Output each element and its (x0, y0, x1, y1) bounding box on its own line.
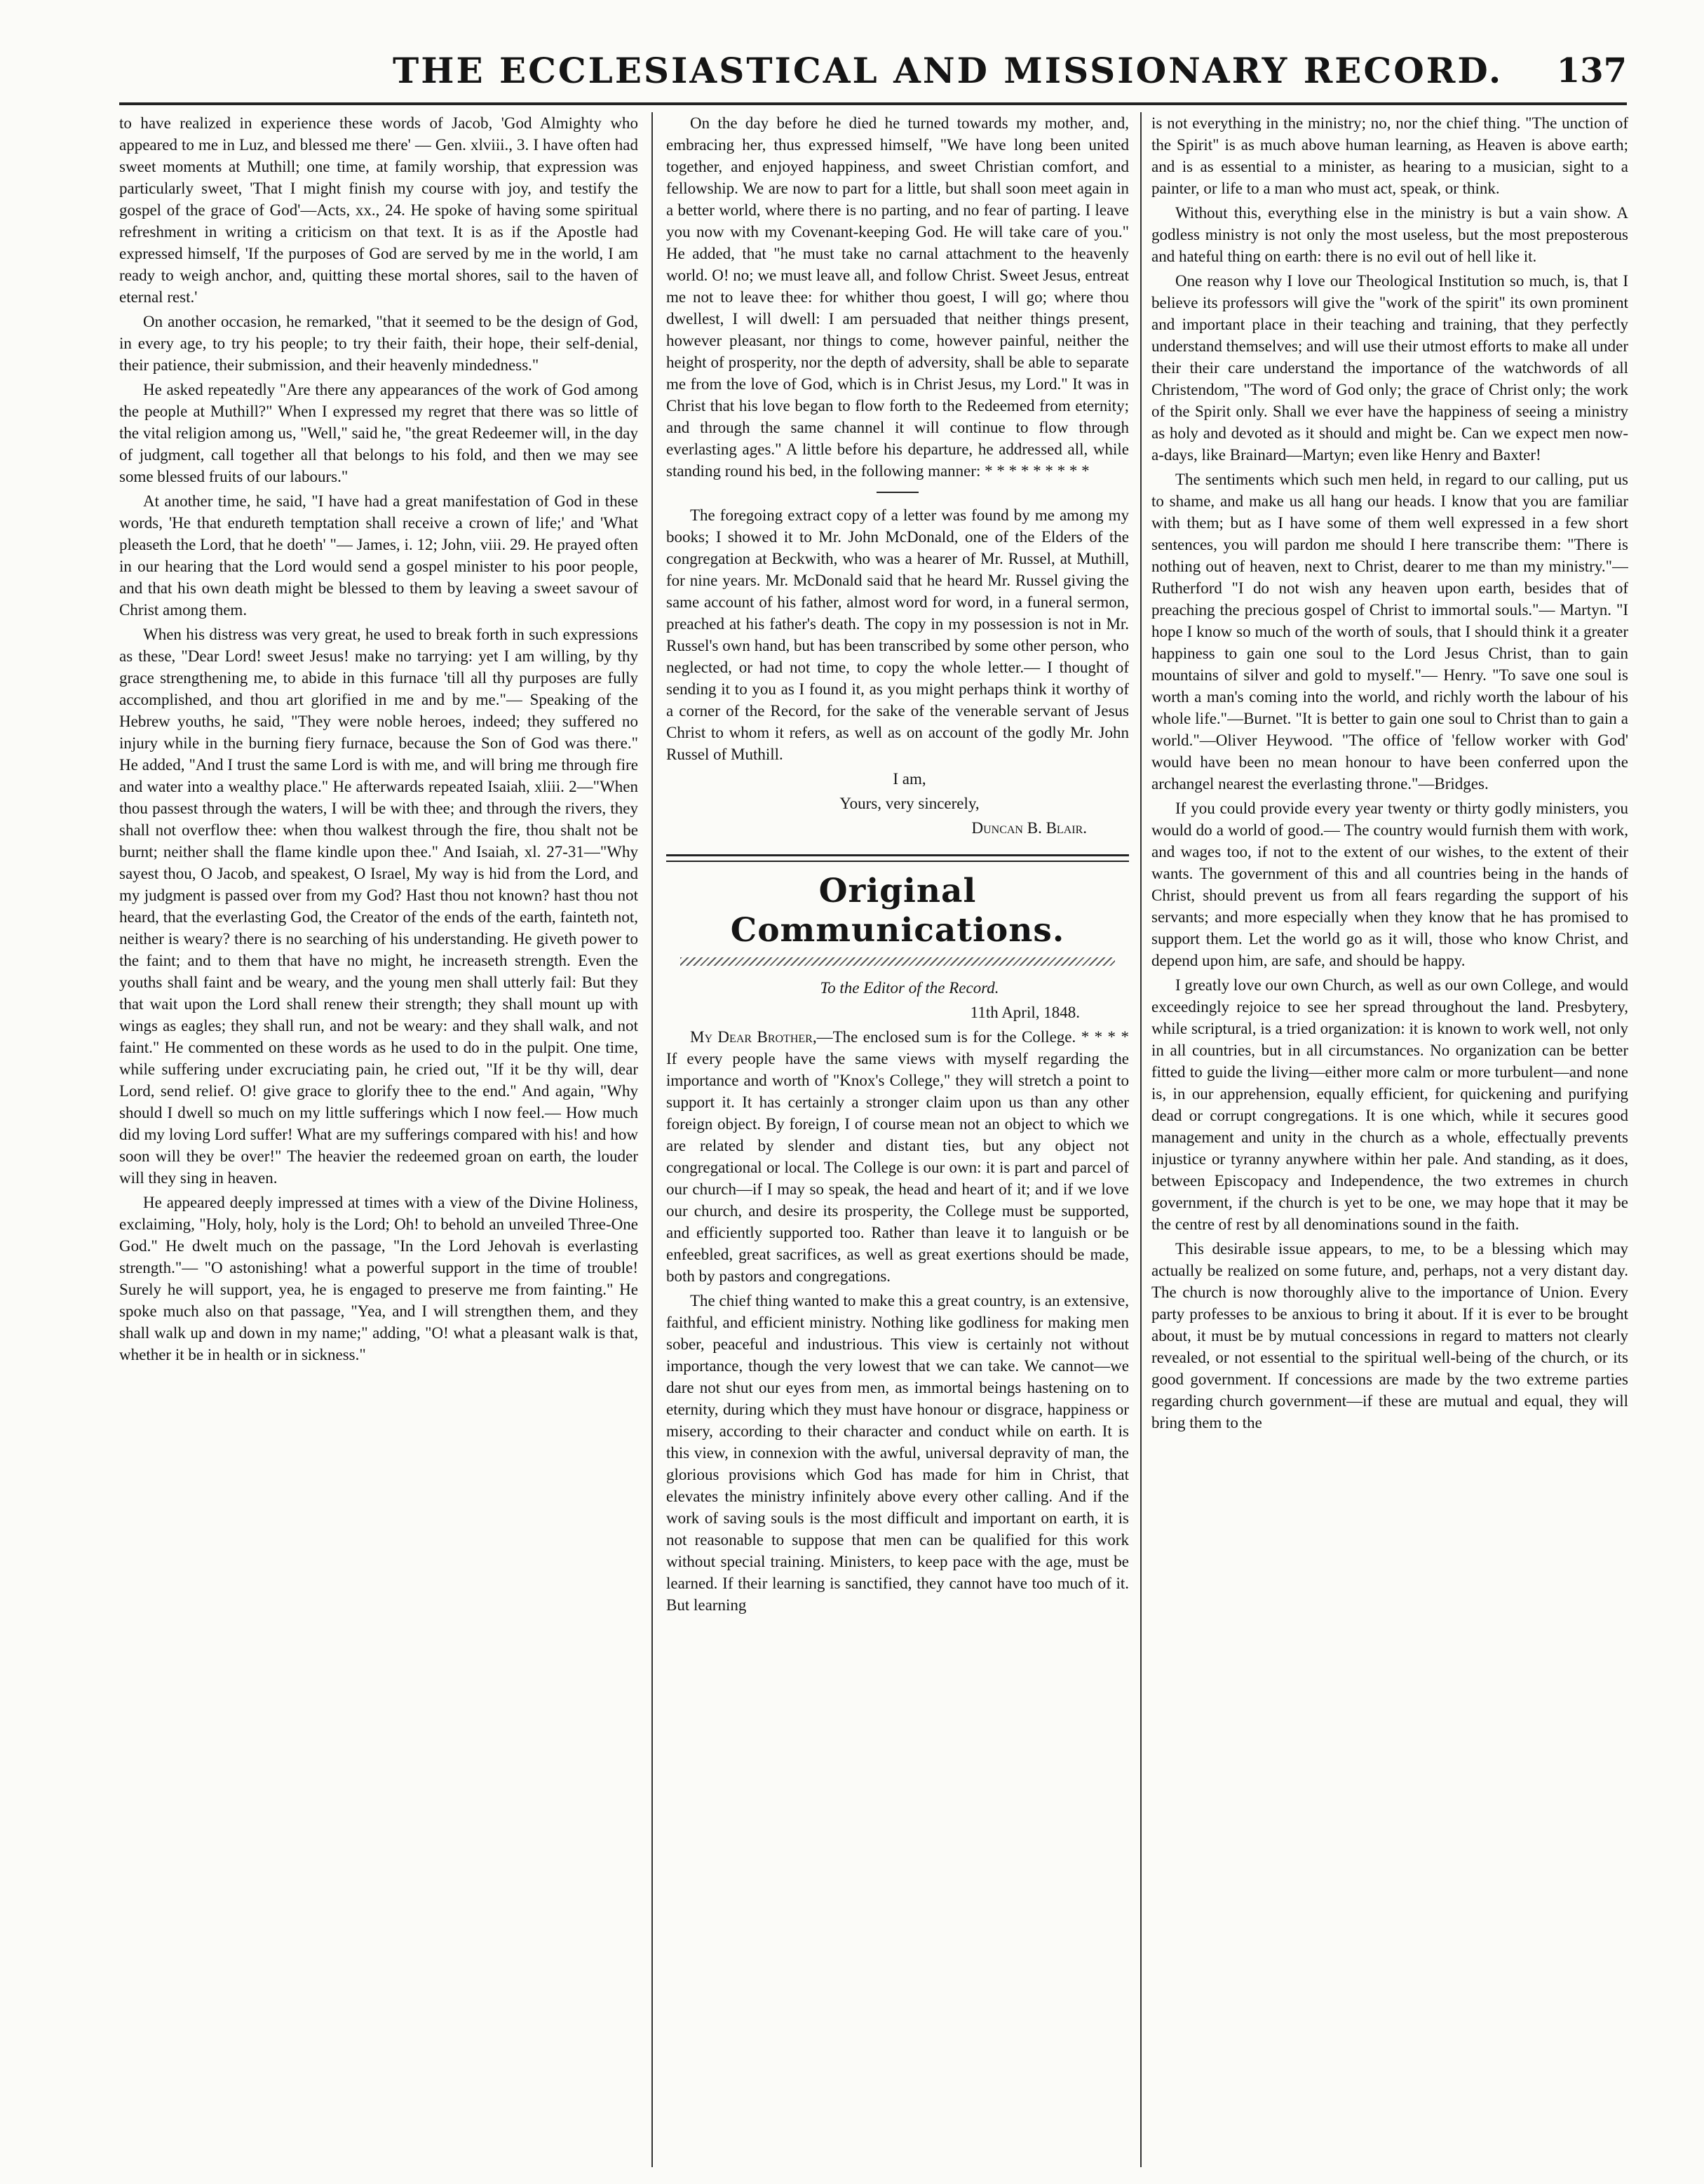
paragraph: The chief thing wanted to make this a great country, is an extensive, faithful, and efficient ministry. Nothing like godliness for making men sober, peaceful and industrious. This view is certainly not without importance, though the very lowest that we can take. We cannot—we dare not shut our eyes from men, as immortal beings hastening on to eternity, during which they must have honour or disgrace, happiness or misery, according to their character and conduct while on earth. It is this view, in connexion with the awful, universal depravity of man, the glorious provisions which God has made for him in Christ, that elevates the ministry infinitely above every other calling. And if the work of saving souls is the most difficult and important on earth, it is not reasonable to suppose that men can be qualified for this work without special training. Ministers, to keep pace with the age, must be learned. If their learning is sanctified, they cannot have too much of it. But learning (666, 1292, 1129, 1614)
column-right (1151, 112, 1628, 2167)
column-rule (1140, 112, 1142, 2167)
double-rule (666, 854, 1129, 862)
paragraph: One reason why I love our Theological Institution so much, is, that I believe its professors will give the "work of the spirit" its own prominent and important place in their teaching and training, that they perfectly understand themselves; and will use their utmost efforts to make all under their their care understand the importance of the watchwords of all Christendom, "The word of God only; the grace of Christ only; the work of the Spirit only. Shall we ever have the happiness of seeing a ministry as holy and devoted as it should and might be. Can we expect men now-a-days, like Brainard—Martyn; even like Henry and Baxter! (1151, 272, 1628, 464)
letter-text: —The enclosed sum is for the College. * * * * If every people have the same views with myself regarding the importance and worth of "Knox's College," they will stretch a point to support it. It has certainly a stronger claim upon us than any other foreign object. By foreign, I of course mean not an object to which we are related by slender and distant ties, but any object not congregational or local. The College is our own: it is part and parcel of our church—if I may so speak, the head and heart of it; and if we love our church, and desire its prosperity, the College must be supported, and efficiently supported too. Rather than leave it to languish or be enfeebled, great sacrifices, as well as great exertions should be made, both by pastors and congregations. (666, 1028, 1129, 1285)
header-rule (119, 102, 1627, 105)
paragraph: On the day before he died he turned towards my mother, and, embracing her, thus expressed himself, "We have long been united together, and enjoyed happiness, and sweet Christian comfort, and fellowship. We are now to part for a little, but shall soon meet again in a better world, where there is no parting, and no fear of parting. I leave you now with my Covenant-keeping God. He will take care of you." He added, that "he must take no carnal attachment to the heavenly world. O! no; we must leave all, and follow Christ. Sweet Jesus, entreat me not to leave thee: for whither thou goest, I will go; where thou dwellest, I will dwell: I am persuaded that neither things present, however pleasant, nor things to come, however painful, neither the height of prosperity, nor the depth of adversity, shall be able to separate me from the love of God, which is in Christ Jesus, my Lord." It was in Christ that his love began to flow forth to the Redeemed from eternity; and through the same channel it will continue to flow through everlasting ages." A little before his departure, he addressed all, while standing round his bed, in the following manner: * * * * * * * * * (666, 114, 1129, 480)
paragraph: The foregoing extract copy of a letter was found by me among my books; I showed it to Mr. John McDonald, one of the Elders of the congregation at Beckwith, who was a hearer of Mr. Russel, at Muthill, for nine years. Mr. McDonald said that he heard Mr. Russel giving the same account of his father, almost word for word, in a funeral sermon, preached at his father's death. The copy in my possession is not in Mr. Russel's own hand, but has been transcribed by some other person, who neglected, or had not time, to copy the whole letter.— I thought of sending it to you as I found it, as you might perhaps think it worthy of a corner of the Record, for the sake of the venerable servant of Jesus Christ to whom it refers, as well as on account of the godly Mr. John Russel of Muthill. (666, 506, 1129, 763)
paragraph: He appeared deeply impressed at times with a view of the Divine Holiness, exclaiming, "Holy, holy, holy is the Lord; Oh! to behold an unveiled Three-One God." He dwelt much on the passage, "In the Lord Jehovah is everlasting strength."— "O astonishing! what a powerful support in the time of trouble! Surely he will support, yea, he is engaged to preserve me from fainting." He spoke much also on that passage, "Yea, and I will strengthen them, and they shall walk up and down in my name;" adding, "O! what a pleasant walk is that, whether it be in health or in sickness." (119, 1194, 638, 1363)
paragraph (666, 1026, 1129, 1287)
paragraph: When his distress was very great, he used to break forth in such expressions as these, "Dear Lord! sweet Jesus! make no tarrying: yet I am willing, by thy grace strengthening me, to abide in this furnace 'till all thy purposes are fully accomplished, and thou art glorified in me and by me."— Speaking of the Hebrew youths, he said, "They were noble heroes, indeed; they suffered no injury while in the burning fiery furnace, because the Son of God was there." He added, "And I trust the same Lord is with me, and will bring me through fire and water into a wealthy place." He afterwards repeated Isaiah, xliii. 2—"When thou passest through the waters, I will be with thee; and through the rivers, they shall not overflow thee: when thou walkest through the fire, thou shalt not be burnt; neither shall the flame kindle upon thee." And Isaiah, xl. 27-31—"Why sayest thou, O Jacob, and speakest, O Israel, My way is hid from the Lord, and my judgment is passed over from my God? Hast thou not known? hast thou not heard, that the everlasting God, the Creator of the ends of the earth, fainteth not, neither is weary? there is no searching of his understanding. He giveth power to the faint; and to them that have no might, he increaseth strength. Even the youths shall faint and be weary, and the young men shall utterly fail: But they that wait upon the Lord shall renew their strength; they shall mount up with wings as eagles; they shall run, and not be weary: and they shall walk, and not faint." He commented on these words as he used to do in the pulpit. One time, while suffering under excruciating pain, he cried out, "If it be thy will, dear Lord, send relief. O! give grace to glorify thee to the end." And again, "Why should I dwell so much on my little sufferings which I now feel.— How much did my loving Lord suffer! What are my sufferings compared with his! and how soon will they be over!" The heavier the redeemed groan on earth, the louder will they sing in heaven. (119, 626, 638, 1187)
signature: Duncan B. Blair. (971, 819, 1087, 837)
paragraph: This desirable issue appears, to me, to be a blessing which may actually be realized on some future, and, perhaps, not a very distant day. The church is now thoroughly alive to the importance of Union. Every party professes to be anxious to bring it about. If it is ever to be brought about, it must be by mutual concessions in regard to matters not clearly revealed, or not essential to the spiritual well-being of the church, or its good government. If concessions are made by the two extreme parties regarding church government—if these are mutual and equal, they will bring them to the (1151, 1240, 1628, 1431)
dateline: 11th April, 1848. (970, 1004, 1080, 1021)
paragraph: He asked repeatedly "Are there any appearances of the work of God among the people at Muthill?" When I expressed my regret that there was so little of the vital religion among us, "Well," said he, "the great Redeemer will, in the day of judgment, call together all that belongs to his fold, and then we may see some blessed fruits of our labours." (119, 381, 638, 485)
paragraph: to have realized in experience these words of Jacob, 'God Almighty who appeared to me in Luz, and blessed me there' — Gen. xlviii., 3. I have often had sweet moments at Muthill; one time, at family worship, that expression was particularly sweet, 'That I might finish my course with joy, and testify the gospel of the grace of God'—Acts, xx., 24. He spoke of having some spiritual refreshment in writing a criticism on that text. It is as if the Apostle had expressed himself, 'If the purposes of God are served by me in the world, I am ready to weigh anchor, and, quitting these mortal shores, sail to the haven of eternal rest.' (119, 114, 638, 306)
paragraph: The sentiments which such men held, in regard to our calling, put us to shame, and make us all hang our heads. I know that you are familiar with them; but as I have some of them well expressed in a few short sentences, you will pardon me should I here transcribe them: "There is nothing out of heaven, next to Christ, dearer to me than my ministry."—Rutherford "I do not wish any heaven upon earth, besides that of preaching the precious gospel of Christ to immortal souls."— Martyn. "I hope I know so much of the worth of souls, that I should think it a greater happiness to gain one soul to the Lord Jesus Christ, than to gain mountains of silver and gold to myself."— Henry. "To save one soul is worth a man's coming into the world, and richly worth the labour of his whole life."—Burnet. "It is better to gain one soul to Christ than to gain a world."—Oliver Heywood. "The office of 'fellow worker with God' would have been no mean honour to have been conferred upon the archangel nearest the everlasting throne."—Bridges. (1151, 471, 1628, 793)
addressee: To the Editor of the Record. (820, 979, 999, 997)
column-left (119, 112, 638, 2167)
page-header (119, 43, 1627, 98)
salutation: My Dear Brother, (690, 1028, 817, 1046)
section-heading: Original Communications. (730, 872, 1065, 950)
paragraph: If you could provide every year twenty or thirty godly ministers, you would do a world of good.— The country would furnish them with work, and wages too, if not to the extent of our wishes, to the extent of their wants. The government of this and all countries being in the hands of Christ, should prevent us from all fears regarding the support of his servants; and more especially when they know that he has promised to support them. Let the world go as it will, those who know Christ, and depend upon him, are safe, and should be happy. (1151, 800, 1628, 969)
paragraph: On another occasion, he remarked, "that it seemed to be the design of God, in every age, to try his people; to try their faith, their hope, their self-denial, their patience, their submission, and their heavenly mindedness." (119, 313, 638, 374)
signoff-line: Yours, very sincerely, (839, 795, 980, 812)
section-divider (877, 492, 919, 493)
running-title: THE ECCLESIASTICAL AND MISSIONARY RECORD. (393, 50, 1503, 91)
column-rule (651, 112, 653, 2167)
ornamental-rule (680, 957, 1115, 966)
paragraph: Without this, everything else in the ministry is but a vain show. A godless ministry is not only the most useless, but the most preposterous and hateful thing on earth: there is no evil out of hell like it. (1151, 204, 1628, 265)
paragraph: At another time, he said, "I have had a great manifestation of God in these words, 'He that endureth temptation shall receive a crown of life;' and 'What pleaseth the Lord, that he doeth' "— James, i. 12; John, viii. 29. He prayed often in our hearing that the Lord would send a gospel minister to his poor people, and that his own death might be blessed to them by leaving a sweet savour of Christ among them. (119, 492, 638, 619)
paragraph: is not everything in the ministry; no, nor the chief thing. "The unction of the Spirit" is as much above human learning, as Heaven is above earth; and is as essential to a minister, as hearing to a musician, sight to a painter, or life to a man who must act, speak, or think. (1151, 114, 1628, 197)
column-middle (666, 112, 1129, 2167)
paragraph: I greatly love our own Church, as well as our own College, and would exceedingly rejoice to see her spread throughout the land. Presbytery, while scriptural, is a tried organization: it is known to work well, not only in all countries, but in all circumstances. No organization can be better fitted to guide the living—either more calm or more turbulent—and none is, in our apprehension, equally efficient, for quickening and purifying dead or corrupt congregations. It is one which, while it secures good management and unity in the church as a whole, effectually prevents injustice or tyranny anywhere within her pale. And standing, as it does, between Episcopacy and Independence, the two extremes in church government, if the church is yet to be one, we may hope that it may be the centre of rest by all denominations sound in the faith. (1151, 976, 1628, 1233)
signoff-line: I am, (893, 770, 926, 788)
page-number: 137 (1556, 51, 1627, 90)
